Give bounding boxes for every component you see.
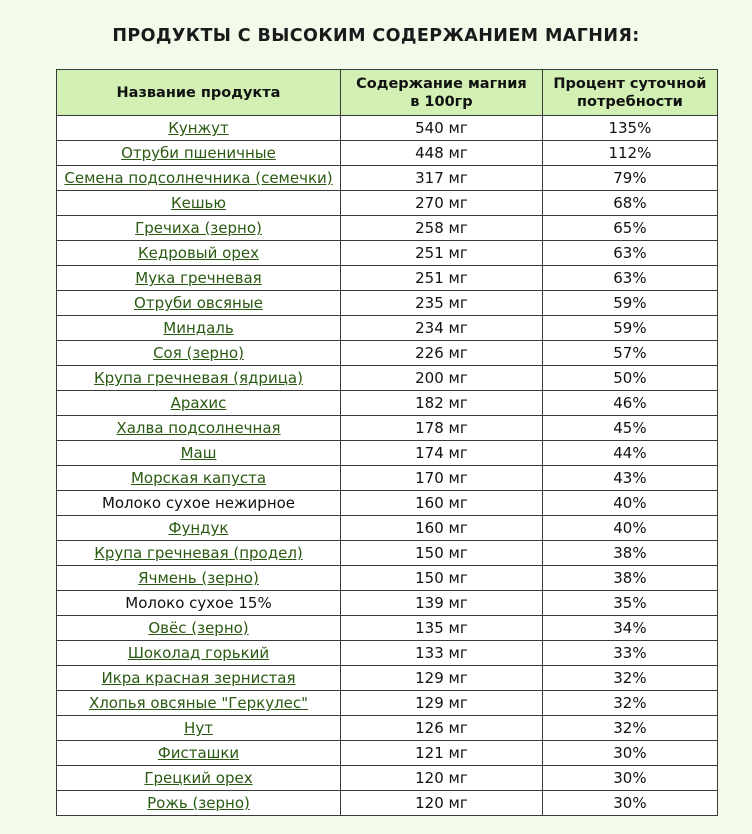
table-header-row <box>57 70 718 116</box>
daily-percent-cell: 32% <box>542 666 717 691</box>
daily-percent-cell: 63% <box>542 241 717 266</box>
daily-percent-cell: 43% <box>542 466 717 491</box>
table-row <box>57 316 718 341</box>
table-row <box>57 291 718 316</box>
product-link[interactable]: Мука гречневая <box>135 269 262 287</box>
product-link[interactable]: Соя (зерно) <box>153 344 244 362</box>
table-row <box>57 116 718 141</box>
product-link[interactable]: Грецкий орех <box>144 769 253 787</box>
magnesium-amount-cell: 251 мг <box>341 266 543 291</box>
magnesium-amount-cell: 150 мг <box>341 541 543 566</box>
product-name-cell <box>57 716 341 741</box>
magnesium-amount-cell: 121 мг <box>341 741 543 766</box>
product-link[interactable]: Кунжут <box>168 119 229 137</box>
magnesium-amount-cell: 129 мг <box>341 666 543 691</box>
product-name-cell <box>57 441 341 466</box>
product-name-cell <box>57 691 341 716</box>
magnesium-amount-cell: 139 мг <box>341 591 543 616</box>
table-row <box>57 516 718 541</box>
product-link[interactable]: Хлопья овсяные "Геркулес" <box>88 694 309 712</box>
magnesium-amount-cell: 540 мг <box>341 116 543 141</box>
table-row <box>57 366 718 391</box>
table-row <box>57 691 718 716</box>
product-name-cell <box>57 791 341 816</box>
magnesium-amount-cell: 317 мг <box>341 166 543 191</box>
table-row <box>57 416 718 441</box>
table-row <box>57 491 718 516</box>
product-name-cell <box>57 591 341 616</box>
product-link[interactable]: Икра красная зернистая <box>101 669 296 687</box>
product-name-cell <box>57 241 341 266</box>
product-name-cell <box>57 316 341 341</box>
table-row <box>57 166 718 191</box>
magnesium-amount-cell: 129 мг <box>341 691 543 716</box>
magnesium-amount-cell: 270 мг <box>341 191 543 216</box>
table-row <box>57 616 718 641</box>
daily-percent-cell: 30% <box>542 766 717 791</box>
product-link[interactable]: Семена подсолнечника (семечки) <box>64 169 333 187</box>
table-row <box>57 741 718 766</box>
table-row <box>57 191 718 216</box>
product-link[interactable]: Отруби овсяные <box>134 294 263 312</box>
product-name-cell <box>57 191 341 216</box>
magnesium-amount-cell: 234 мг <box>341 316 543 341</box>
product-link[interactable]: Морская капуста <box>130 469 267 487</box>
daily-percent-cell: 68% <box>542 191 717 216</box>
daily-percent-cell: 32% <box>542 691 717 716</box>
product-link[interactable]: Халва подсолнечная <box>116 419 281 437</box>
product-name-cell <box>57 216 341 241</box>
magnesium-amount-cell: 170 мг <box>341 466 543 491</box>
product-name-cell <box>57 166 341 191</box>
magnesium-amount-cell: 160 мг <box>341 516 543 541</box>
daily-percent-cell: 34% <box>542 616 717 641</box>
product-name-cell <box>57 516 341 541</box>
magnesium-amount-cell: 120 мг <box>341 766 543 791</box>
magnesium-amount-cell: 120 мг <box>341 791 543 816</box>
table-row <box>57 641 718 666</box>
product-name-cell <box>57 116 341 141</box>
product-name-text: Молоко сухое 15% <box>125 594 272 612</box>
product-name-cell <box>57 541 341 566</box>
magnesium-amount-cell: 160 мг <box>341 491 543 516</box>
product-link[interactable]: Шоколад горький <box>127 644 270 662</box>
daily-percent-cell: 79% <box>542 166 717 191</box>
table-row <box>57 716 718 741</box>
table-row <box>57 666 718 691</box>
daily-percent-cell: 59% <box>542 316 717 341</box>
product-name-cell <box>57 141 341 166</box>
table-row <box>57 441 718 466</box>
product-name-cell <box>57 466 341 491</box>
table-row <box>57 216 718 241</box>
magnesium-amount-cell: 182 мг <box>341 391 543 416</box>
product-name-cell <box>57 566 341 591</box>
table-row <box>57 541 718 566</box>
product-name-cell <box>57 391 341 416</box>
daily-percent-cell: 32% <box>542 716 717 741</box>
daily-percent-cell: 30% <box>542 741 717 766</box>
product-link[interactable]: Отруби пшеничные <box>121 144 276 162</box>
header-magnesium-content <box>341 70 543 116</box>
header-daily-percent <box>542 70 717 116</box>
header-content-line1: Содержание магния <box>356 75 527 92</box>
product-name-cell <box>57 766 341 791</box>
daily-percent-cell: 38% <box>542 566 717 591</box>
product-link[interactable]: Ячмень (зерно) <box>138 569 259 587</box>
magnesium-amount-cell: 258 мг <box>341 216 543 241</box>
product-name-cell <box>57 616 341 641</box>
product-link[interactable]: Овёс (зерно) <box>148 619 249 637</box>
magnesium-amount-cell: 174 мг <box>341 441 543 466</box>
daily-percent-cell: 57% <box>542 341 717 366</box>
product-link[interactable]: Арахис <box>170 394 227 412</box>
table-row <box>57 591 718 616</box>
product-link[interactable]: Маш <box>180 444 217 462</box>
product-link[interactable]: Гречиха (зерно) <box>135 219 262 237</box>
product-name-cell <box>57 266 341 291</box>
header-content-line2: в 100гр <box>410 93 473 110</box>
table-row <box>57 266 718 291</box>
product-link[interactable]: Фундук <box>168 519 229 537</box>
daily-percent-cell: 46% <box>542 391 717 416</box>
daily-percent-cell: 40% <box>542 491 717 516</box>
table-row <box>57 791 718 816</box>
daily-percent-cell: 38% <box>542 541 717 566</box>
product-link[interactable]: Кешью <box>170 194 227 212</box>
table-row <box>57 566 718 591</box>
header-percent-line1: Процент суточной <box>553 75 707 92</box>
product-name-cell <box>57 641 341 666</box>
product-name-cell <box>57 666 341 691</box>
product-link[interactable]: Миндаль <box>163 319 234 337</box>
daily-percent-cell: 35% <box>542 591 717 616</box>
daily-percent-cell: 30% <box>542 791 717 816</box>
product-link[interactable]: Крупа гречневая (продел) <box>94 544 303 562</box>
product-name-cell <box>57 366 341 391</box>
product-link[interactable]: Кедровый орех <box>138 244 259 262</box>
product-name-cell <box>57 291 341 316</box>
magnesium-amount-cell: 178 мг <box>341 416 543 441</box>
daily-percent-cell: 135% <box>542 116 717 141</box>
product-name-cell <box>57 416 341 441</box>
magnesium-amount-cell: 133 мг <box>341 641 543 666</box>
magnesium-amount-cell: 200 мг <box>341 366 543 391</box>
daily-percent-cell: 40% <box>542 516 717 541</box>
table-row <box>57 341 718 366</box>
daily-percent-cell: 50% <box>542 366 717 391</box>
daily-percent-cell: 33% <box>542 641 717 666</box>
product-link[interactable]: Рожь (зерно) <box>147 794 250 812</box>
table-row <box>57 391 718 416</box>
daily-percent-cell: 112% <box>542 141 717 166</box>
magnesium-amount-cell: 251 мг <box>341 241 543 266</box>
page-title: ПРОДУКТЫ С ВЫСОКИМ СОДЕРЖАНИЕМ МАГНИЯ: <box>112 26 640 46</box>
product-name-text: Молоко сухое нежирное <box>101 494 296 512</box>
header-product-name-label: Название продукта <box>116 84 281 101</box>
product-name-cell <box>57 741 341 766</box>
magnesium-amount-cell: 135 мг <box>341 616 543 641</box>
magnesium-amount-cell: 226 мг <box>341 341 543 366</box>
magnesium-amount-cell: 235 мг <box>341 291 543 316</box>
product-link[interactable]: Фисташки <box>157 744 240 762</box>
table-row <box>57 466 718 491</box>
header-percent-line2: потребности <box>576 93 683 110</box>
product-link[interactable]: Нут <box>184 719 213 737</box>
magnesium-amount-cell: 448 мг <box>341 141 543 166</box>
table-row <box>57 141 718 166</box>
daily-percent-cell: 59% <box>542 291 717 316</box>
magnesium-table <box>56 69 718 816</box>
table-row <box>57 241 718 266</box>
product-link[interactable]: Крупа гречневая (ядрица) <box>94 369 303 387</box>
header-product-name <box>57 70 341 116</box>
daily-percent-cell: 44% <box>542 441 717 466</box>
magnesium-amount-cell: 150 мг <box>341 566 543 591</box>
product-name-cell <box>57 341 341 366</box>
table-row <box>57 766 718 791</box>
magnesium-amount-cell: 126 мг <box>341 716 543 741</box>
product-name-cell <box>57 491 341 516</box>
daily-percent-cell: 45% <box>542 416 717 441</box>
daily-percent-cell: 65% <box>542 216 717 241</box>
daily-percent-cell: 63% <box>542 266 717 291</box>
